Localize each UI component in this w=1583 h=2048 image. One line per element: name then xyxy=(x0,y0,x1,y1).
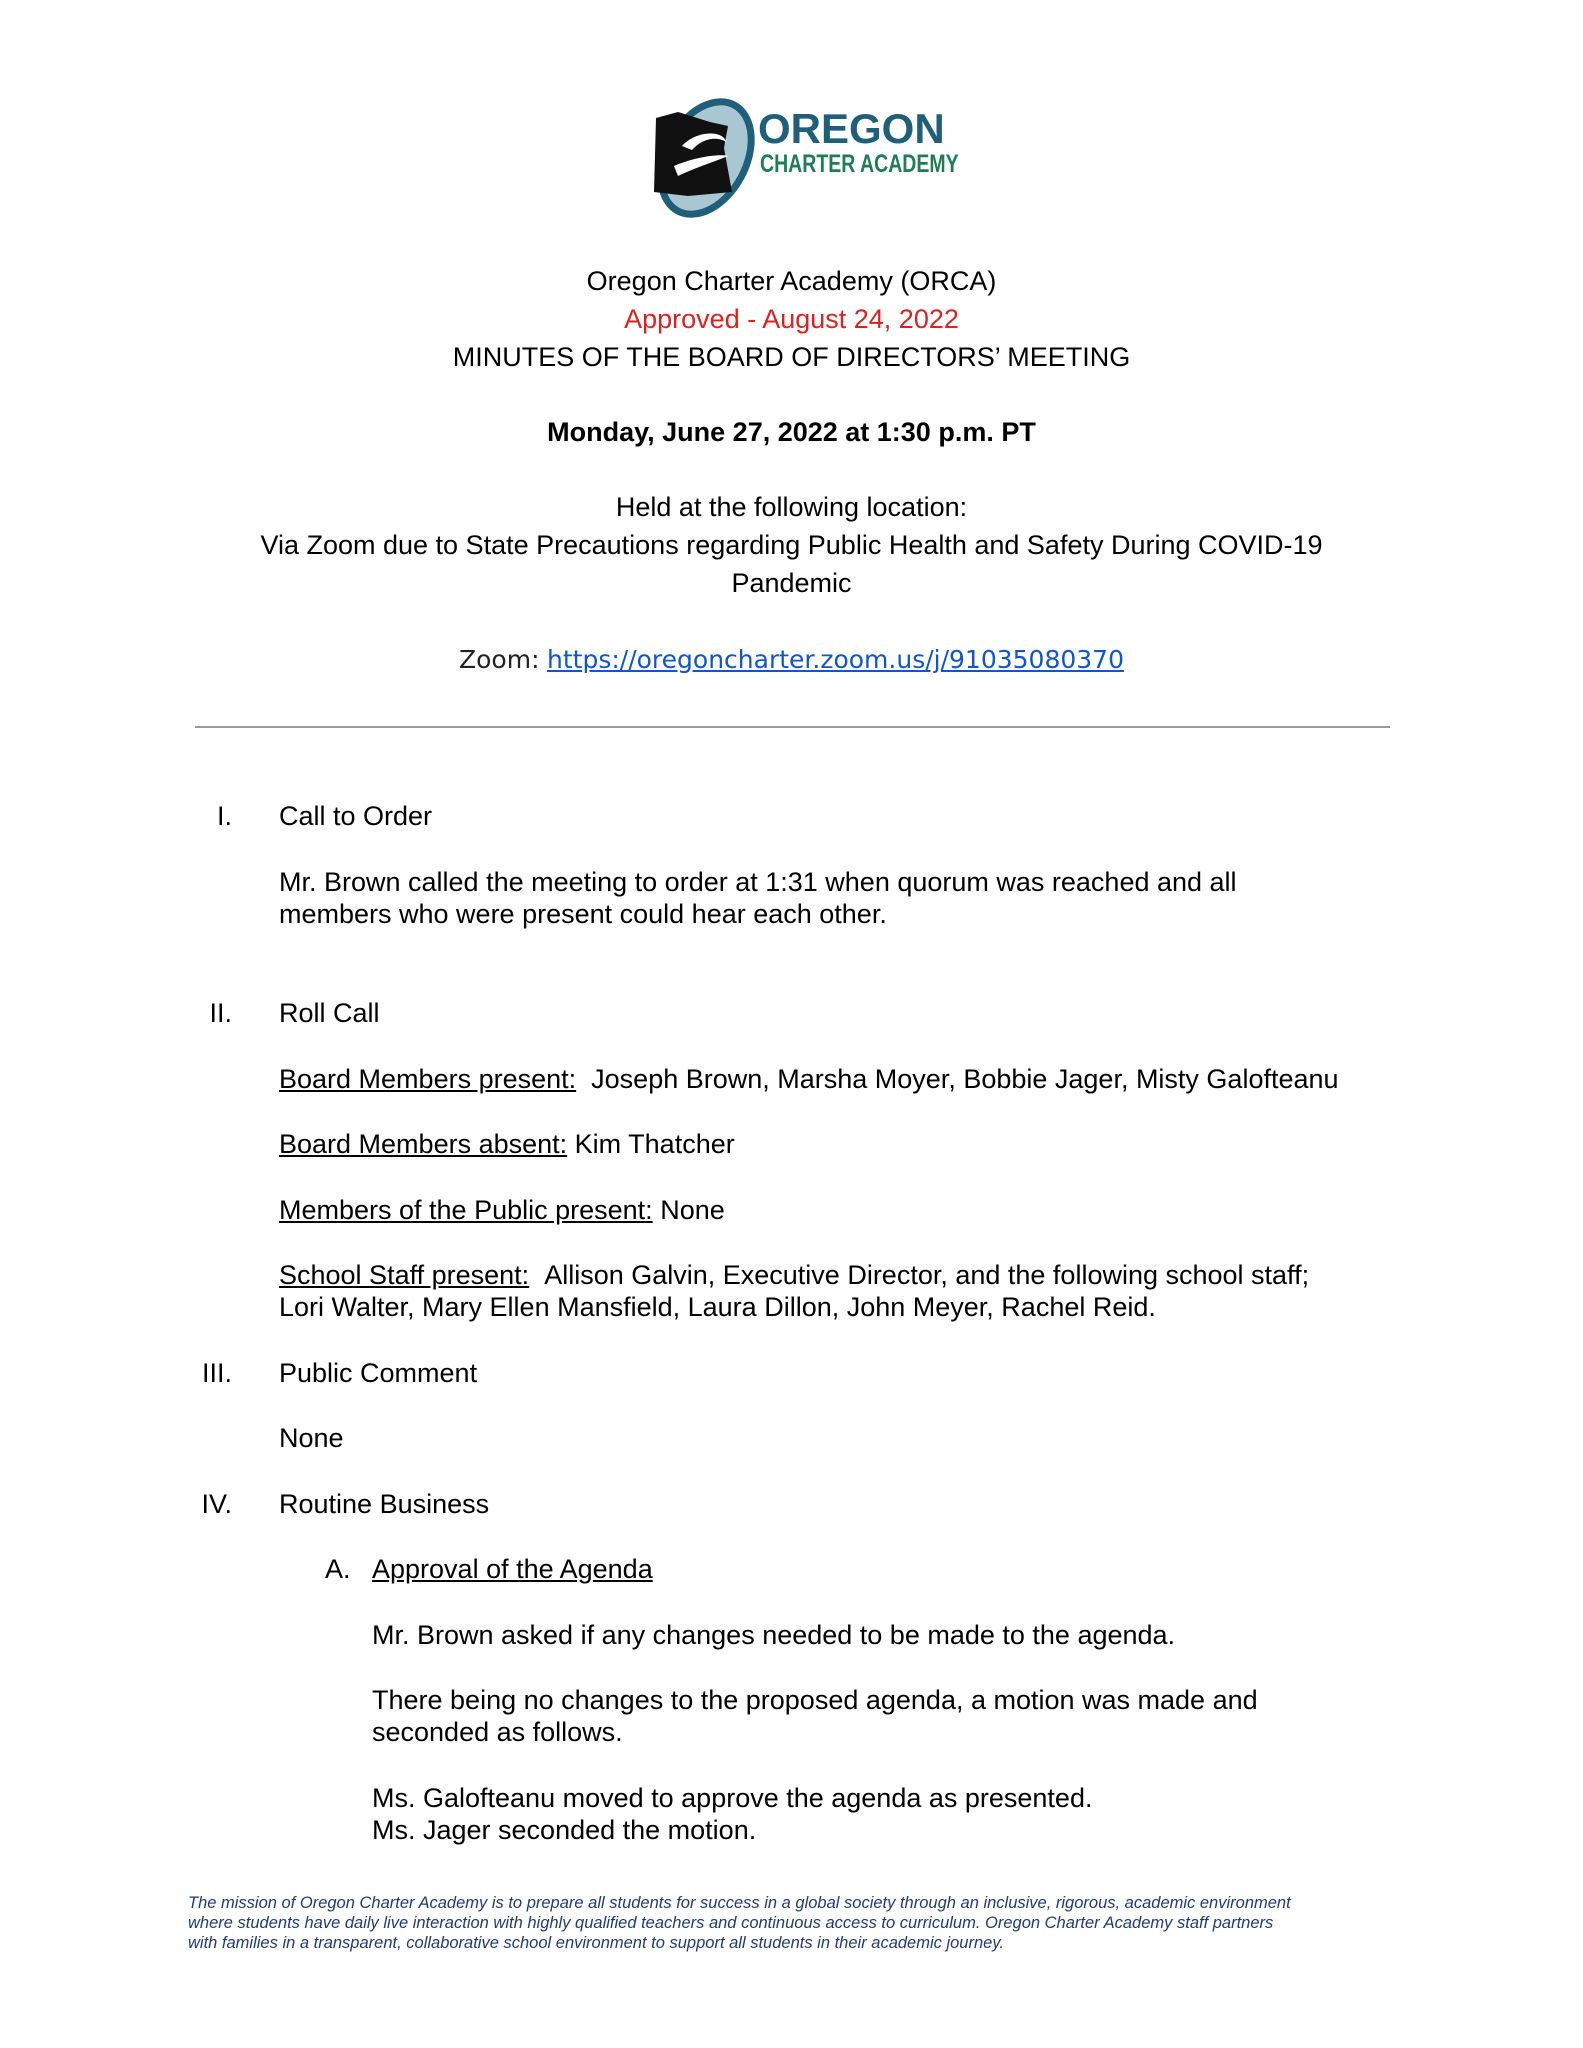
footer-line2: where students have daily live interaction with highly qualified teachers and continuous access to curriculum. Oregon Charter Academy staff partners xyxy=(188,1914,1274,1932)
section-iii-numeral: III. xyxy=(201,1358,232,1388)
logo-name-line1: OREGON xyxy=(758,105,945,152)
board-absent-label: Board Members absent: xyxy=(279,1129,568,1159)
footer-line1: The mission of Oregon Charter Academy is to prepare all students for success in a global society through an inclusive, rigorous, academic environment xyxy=(188,1894,1291,1912)
subsection-a-p3-line1: Ms. Galofteanu moved to approve the agenda as presented. xyxy=(372,1783,1093,1813)
public-present-label: Members of the Public present: xyxy=(279,1195,653,1225)
section-iii-body: None xyxy=(279,1423,344,1453)
board-absent-row xyxy=(279,1128,735,1160)
section-i-numeral: I. xyxy=(216,801,232,831)
location-line1: Via Zoom due to State Precautions regarding Public Health and Safety During COVID-19 xyxy=(260,530,1323,560)
mission-footer xyxy=(188,1893,1418,1953)
zoom-line xyxy=(0,640,1583,679)
zoom-link[interactable]: https://oregoncharter.zoom.us/j/91035080370 xyxy=(547,645,1124,674)
location-label: Held at the following location: xyxy=(615,492,968,522)
orca-logo xyxy=(648,96,959,218)
document-title: MINUTES OF THE BOARD OF DIRECTORS’ MEETING xyxy=(452,342,1131,372)
logo-name-line2: CHARTER ACADEMY xyxy=(760,150,959,178)
subsection-a-letter: A. xyxy=(325,1554,351,1584)
zoom-label: Zoom: xyxy=(459,645,540,674)
section-i-body-line1: Mr. Brown called the meeting to order at 1:31 when quorum was reached and all xyxy=(279,867,1237,897)
public-present-row xyxy=(279,1194,725,1226)
location-line2: Pandemic xyxy=(731,568,852,598)
section-i-body-line2: members who were present could hear each other. xyxy=(279,899,887,929)
staff-present-value-line1: Allison Galvin, Executive Director, and the following school staff; xyxy=(544,1260,1310,1290)
org-name: Oregon Charter Academy (ORCA) xyxy=(586,266,997,296)
oregon-state-logo-icon xyxy=(648,96,758,218)
subsection-a-p2-line2: seconded as follows. xyxy=(372,1717,623,1747)
staff-present-label: School Staff present: xyxy=(279,1260,530,1290)
footer-line3: with families in a transparent, collaborative school environment to support all students in their academic journey. xyxy=(188,1934,1004,1952)
subsection-a-p3-line2: Ms. Jager seconded the motion. xyxy=(372,1815,757,1845)
board-absent-value: Kim Thatcher xyxy=(574,1129,735,1159)
board-present-value: Joseph Brown, Marsha Moyer, Bobbie Jager, Misty Galofteanu xyxy=(591,1064,1339,1094)
subsection-a-title: Approval of the Agenda xyxy=(372,1554,653,1584)
section-iii-title: Public Comment xyxy=(279,1358,478,1388)
section-iv-numeral: IV. xyxy=(201,1489,232,1519)
subsection-a-p2-line1: There being no changes to the proposed agenda, a motion was made and xyxy=(372,1685,1258,1715)
section-i-title: Call to Order xyxy=(279,801,433,831)
staff-present-value-line2: Lori Walter, Mary Ellen Mansfield, Laura Dillon, John Meyer, Rachel Reid. xyxy=(279,1292,1156,1322)
section-iv-title: Routine Business xyxy=(279,1489,490,1519)
public-present-value: None xyxy=(660,1195,725,1225)
approved-status: Approved - August 24, 2022 xyxy=(624,304,959,334)
meeting-date: Monday, June 27, 2022 at 1:30 p.m. PT xyxy=(547,417,1036,447)
section-ii-numeral: II. xyxy=(209,998,232,1028)
section-ii-title: Roll Call xyxy=(279,998,380,1028)
board-present-row xyxy=(279,1063,1339,1095)
subsection-a-p1: Mr. Brown asked if any changes needed to be made to the agenda. xyxy=(372,1620,1176,1650)
staff-present-row xyxy=(279,1259,1309,1291)
board-present-label: Board Members present: xyxy=(279,1064,577,1094)
divider xyxy=(195,726,1390,728)
